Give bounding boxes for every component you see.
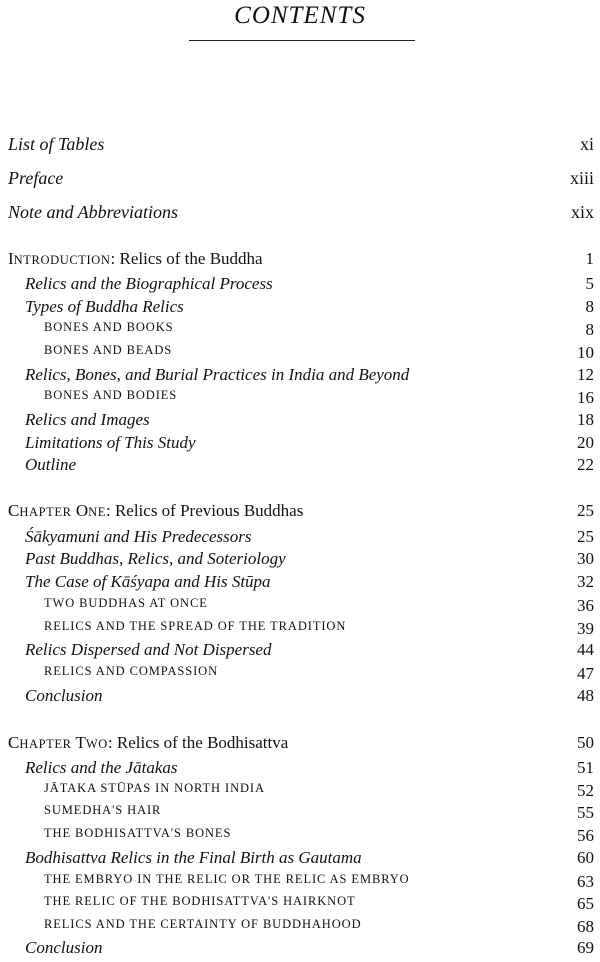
toc-entry[interactable] [0,455,600,477]
toc-entry-page: 39 [577,619,594,638]
toc-entry[interactable] [0,826,600,848]
toc-entry[interactable] [0,781,600,803]
toc-entry-page: xiii [569,168,594,188]
page-title: CONTENTS [234,2,366,29]
toc-entry[interactable] [0,410,600,432]
toc-entry[interactable] [0,388,600,410]
toc-entry-page: 50 [577,733,594,752]
toc-entry-page: 56 [577,826,594,845]
toc-entry-label: Types of Buddha Relics [25,297,184,316]
toc-entry-label: Note and Abbreviations [8,202,178,222]
toc-entry-label: RELICS AND COMPASSION [44,664,219,678]
toc-entry-page: 36 [577,596,594,615]
toc-entry-label: Relics Dispersed and Not Dispersed [25,640,272,659]
toc-entry-label: BONES AND BOOKS [44,320,174,334]
toc-entry-page: 25 [577,501,594,520]
toc-entry-label: Limitations of This Study [25,433,196,452]
toc-entry-label: List of Tables [8,134,105,154]
toc-entry-page: 5 [585,274,594,293]
toc-entry-label: BONES AND BEADS [44,343,173,357]
toc-entry-page: 25 [577,527,594,546]
toc-entry-page: 65 [577,894,594,913]
toc-entry[interactable] [0,938,600,960]
toc-entry[interactable] [0,894,600,916]
toc-chapter-heading: INTRODUCTION: Relics of the Buddha [8,249,263,268]
toc-entry-page: 16 [577,388,594,407]
toc-entry-note-and-abbreviations[interactable] [0,202,600,224]
toc-entry[interactable] [0,274,600,296]
toc-entry-page: 30 [577,549,594,568]
toc-entry[interactable] [0,848,600,870]
toc-chapter-introduction[interactable] [0,249,600,271]
toc-entry-page: 69 [577,938,594,957]
toc-entry-label: THE RELIC OF THE BODHISATTVA'S HAIRKNOT [44,894,356,908]
toc-entry-page: 52 [577,781,594,800]
toc-entry[interactable] [0,664,600,686]
toc-entry-page: 18 [577,410,594,429]
toc-entry-page: 60 [577,848,594,867]
toc-entry-label: SUMEDHA'S HAIR [44,803,162,817]
toc-entry-label: Past Buddhas, Relics, and Soteriology [25,549,286,568]
toc-entry-label: THE EMBRYO IN THE RELIC OR THE RELIC AS EMBRYO [44,872,410,886]
toc-entry-label: Relics, Bones, and Burial Practices in India and Beyond [25,365,410,384]
toc-entry-label: TWO BUDDHAS AT ONCE [44,596,208,610]
toc-entry-page: 10 [577,343,594,362]
toc-entry[interactable] [0,343,600,365]
toc-entry-page: 32 [577,572,594,591]
toc-chapter-heading: CHAPTER ONE: Relics of Previous Buddhas [8,501,304,520]
toc-entry-label: Preface [8,168,64,188]
toc-entry-label: RELICS AND THE SPREAD OF THE TRADITION [44,619,347,633]
toc-entry-page: 20 [577,433,594,452]
toc-entry-label: Śākyamuni and His Predecessors [25,527,252,546]
toc-entry[interactable] [0,297,600,319]
toc-entry-label: Conclusion [25,686,103,705]
toc-entry-page: 8 [585,297,594,316]
toc-entry-page: xi [579,134,594,154]
toc-entry-label: THE BODHISATTVA'S BONES [44,826,232,840]
toc-entry-label: Relics and the Jātakas [25,758,178,777]
toc-entry[interactable] [0,872,600,894]
toc-entry[interactable] [0,320,600,342]
toc-entry-label: Relics and Images [25,410,150,429]
toc-entry-page: xix [570,202,594,222]
toc-entry-page: 1 [585,249,594,268]
toc-entry-label: RELICS AND THE CERTAINTY OF BUDDHAHOOD [44,917,362,931]
toc-entry[interactable] [0,365,600,387]
toc-entry-page: 47 [577,664,594,683]
toc-entry-page: 48 [577,686,594,705]
toc-chapter-one[interactable] [0,501,600,523]
toc-entry-page: 22 [577,455,594,474]
title-rule [189,40,415,41]
toc-entry-page: 63 [577,872,594,891]
toc-entry-preface[interactable] [0,168,600,190]
toc-entry[interactable] [0,640,600,662]
toc-entry-page: 55 [577,803,594,822]
toc-entry-label: JĀTAKA STŪPAS IN NORTH INDIA [44,781,265,795]
toc-entry[interactable] [0,433,600,455]
toc-entry-page: 8 [585,320,594,339]
toc-entry-list-of-tables[interactable] [0,134,600,156]
toc-entry-label: Bodhisattva Relics in the Final Birth as Gautama [25,848,362,867]
toc-entry-page: 68 [577,917,594,936]
toc-entry[interactable] [0,619,600,641]
toc-entry[interactable] [0,572,600,594]
toc-entry[interactable] [0,596,600,618]
toc-entry-page: 51 [577,758,594,777]
toc-entry-page: 44 [577,640,594,659]
toc-entry-label: BONES AND BODIES [44,388,178,402]
toc-entry[interactable] [0,917,600,939]
toc-entry-label: Conclusion [25,938,103,957]
toc-entry[interactable] [0,758,600,780]
toc-chapter-heading: CHAPTER TWO: Relics of the Bodhisattva [8,733,289,752]
toc-entry[interactable] [0,527,600,549]
toc-entry[interactable] [0,686,600,708]
toc-entry-page: 12 [577,365,594,384]
toc-entry-label: Relics and the Biographical Process [25,274,273,293]
toc-entry-label: Outline [25,455,76,474]
toc-chapter-two[interactable] [0,733,600,755]
toc-entry[interactable] [0,549,600,571]
toc-entry-label: The Case of Kāśyapa and His Stūpa [25,572,271,591]
toc-entry[interactable] [0,803,600,825]
